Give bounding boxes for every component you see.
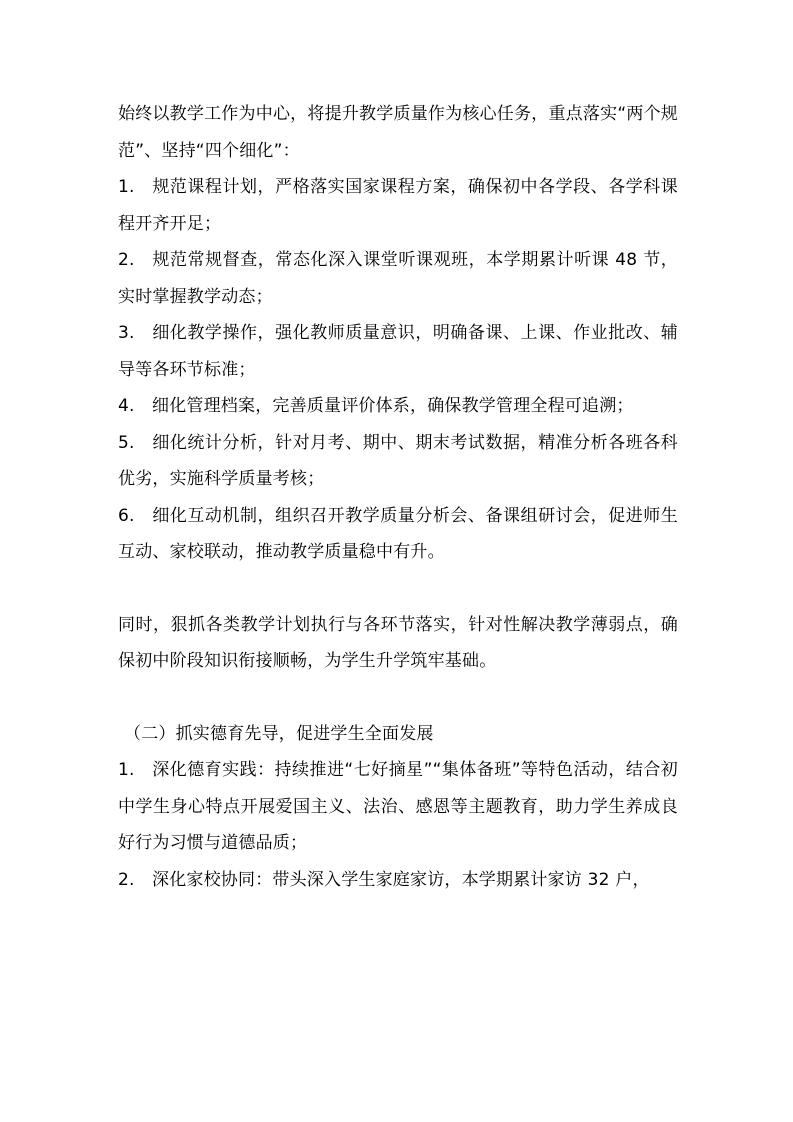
item-text: 规范常规督查，常态化深入课堂听课观班，本学期累计听课 48 节，实时掌握教学动态； xyxy=(118,250,678,307)
summary-paragraph: 同时，狠抓各类教学计划执行与各环节落实，针对性解决教学薄弱点，确保初中阶段知识衔接顺畅，为学生升学筑牢基础。 xyxy=(118,614,678,671)
list-item xyxy=(118,862,678,899)
list-item xyxy=(118,242,678,315)
item-text: 细化教学操作，强化教师质量意识，明确备课、上课、作业批改、辅导等各环节标准； xyxy=(118,323,678,380)
intro-paragraph: 始终以教学工作为中心，将提升教学质量作为核心任务，重点落实“两个规范”、坚持“四个细化”： xyxy=(118,104,678,161)
list-item xyxy=(118,388,678,425)
item-text: 规范课程计划，严格落实国家课程方案，确保初中各学段、各学科课程开齐开足； xyxy=(118,177,678,234)
item-text: 深化德育实践：持续推进“七好摘星”“集体备班”等特色活动，结合初中学生身心特点开展爱国主义、法治、感恩等主题教育，助力学生养成良好行为习惯与道德品质； xyxy=(118,760,678,853)
item-number: 3. xyxy=(118,323,135,343)
spacer xyxy=(118,680,678,716)
item-number: 5. xyxy=(118,432,135,453)
item-text: 细化互动机制，组织召开教学质量分析会、备课组研讨会，促进师生互动、家校联动，推动教学质量稳中有升。 xyxy=(118,505,678,562)
item-text: 细化统计分析，针对月考、期中、期末考试数据，精准分析各班各科优劣，实施科学质量考核； xyxy=(118,432,678,489)
item-number: 1. xyxy=(118,760,135,780)
list-item xyxy=(118,169,678,242)
item-text: 深化家校协同：带头深入学生家庭家访，本学期累计家访 32 户， xyxy=(152,869,650,890)
list-item xyxy=(118,425,678,498)
spacer xyxy=(118,571,678,607)
list-item xyxy=(118,752,678,862)
item-number: 2. xyxy=(118,250,135,270)
section-heading: （二）抓实德育先导，促进学生全面发展 xyxy=(124,723,434,744)
item-text: 细化管理档案，完善质量评价体系，确保教学管理全程可追溯； xyxy=(152,396,634,416)
item-number: 2. xyxy=(118,869,135,890)
document-body xyxy=(118,96,678,898)
list-item xyxy=(118,315,678,388)
moral-education-list xyxy=(118,752,678,898)
item-number: 6. xyxy=(118,505,135,526)
item-number: 1. xyxy=(118,177,135,197)
norms-list xyxy=(118,169,678,571)
list-item xyxy=(118,498,678,571)
item-number: 4. xyxy=(118,396,135,416)
